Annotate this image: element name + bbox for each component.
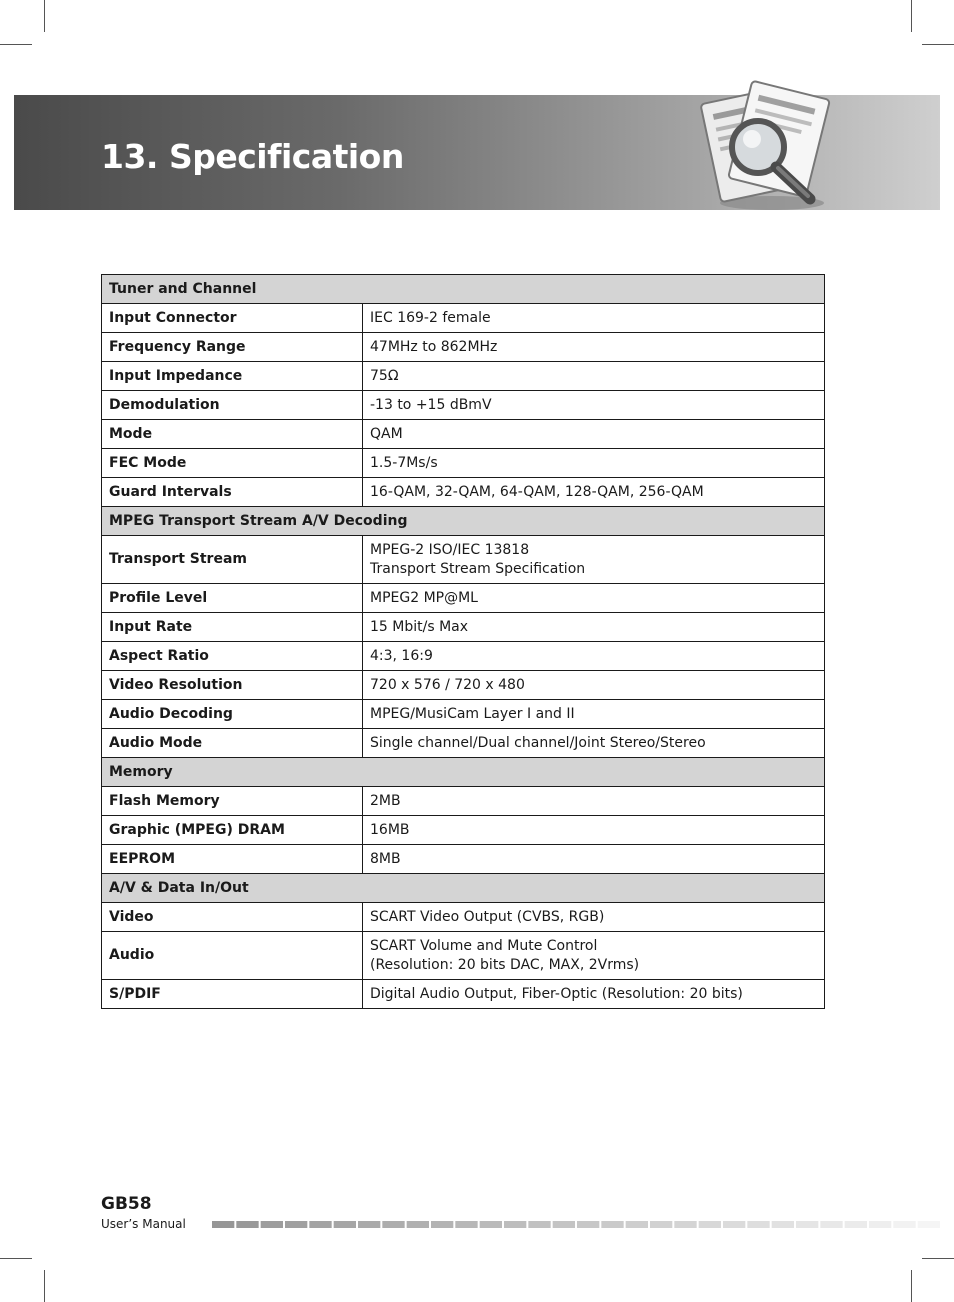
specification-table [101, 274, 825, 1009]
crop-mark [0, 44, 32, 45]
spec-value-line: QAM [370, 425, 403, 442]
spec-value [363, 478, 825, 507]
footer-bar-segment [577, 1221, 599, 1228]
spec-label: FEC Mode [102, 449, 363, 478]
spec-value-line: (Resolution: 20 bits DAC, MAX, 2Vrms) [370, 956, 640, 973]
footer-bar-segment [796, 1221, 818, 1228]
spec-value [363, 980, 825, 1009]
spec-label: Profile Level [102, 584, 363, 613]
crop-mark [44, 0, 45, 32]
spec-value [363, 391, 825, 420]
table-row [102, 333, 825, 362]
spec-label: Frequency Range [102, 333, 363, 362]
spec-value-line: Transport Stream Specification [370, 560, 586, 577]
spec-value [363, 787, 825, 816]
footer-bar-segment [236, 1221, 258, 1228]
footer-bar-segment [674, 1221, 696, 1228]
spec-value-line: IEC 169-2 female [370, 309, 491, 326]
spec-value-line: -13 to +15 dBmV [370, 396, 492, 413]
spec-label: Mode [102, 420, 363, 449]
spec-value [363, 932, 825, 980]
spec-value-line: Digital Audio Output, Fiber-Optic (Resolution: 20 bits) [370, 985, 743, 1002]
spec-value-line: 15 Mbit/s Max [370, 618, 469, 635]
crop-mark [44, 1270, 45, 1302]
spec-value-line: 16-QAM, 32-QAM, 64-QAM, 128-QAM, 256-QAM [370, 483, 704, 500]
spec-value [363, 613, 825, 642]
spec-value [363, 671, 825, 700]
footer-bar-segment [334, 1221, 356, 1228]
spec-value [363, 333, 825, 362]
spec-value-line: Single channel/Dual channel/Joint Stereo/Stereo [370, 734, 706, 751]
spec-value-line: MPEG2 MP@ML [370, 589, 478, 606]
table-row [102, 671, 825, 700]
spec-value-line: MPEG/MusiCam Layer I and II [370, 705, 575, 722]
spec-value [363, 420, 825, 449]
section-header-row [102, 758, 825, 787]
spec-label: Transport Stream [102, 536, 363, 584]
table-row [102, 584, 825, 613]
footer-bar-segment [261, 1221, 283, 1228]
footer-bar-segment [407, 1221, 429, 1228]
table-row [102, 816, 825, 845]
spec-value-line: SCART Video Output (CVBS, RGB) [370, 908, 605, 925]
section-header-row [102, 507, 825, 536]
spec-label: Audio Decoding [102, 700, 363, 729]
footer-bar-segment [431, 1221, 453, 1228]
spec-value [363, 584, 825, 613]
spec-value [363, 903, 825, 932]
spec-label: Demodulation [102, 391, 363, 420]
section-title: MPEG Transport Stream A/V Decoding [102, 507, 825, 536]
spec-value-line: 8MB [370, 850, 401, 867]
spec-label: Input Connector [102, 304, 363, 333]
table-row [102, 478, 825, 507]
footer-bar-segment [504, 1221, 526, 1228]
footer-bar-segment [893, 1221, 915, 1228]
crop-mark [911, 1270, 912, 1302]
footer-bar-segment [382, 1221, 404, 1228]
spec-label: Guard Intervals [102, 478, 363, 507]
spec-value-line: 47MHz to 862MHz [370, 338, 498, 355]
table-row [102, 420, 825, 449]
spec-value-line: 75Ω [370, 367, 399, 384]
footer-bar-segment [845, 1221, 867, 1228]
footer-bar-segment [285, 1221, 307, 1228]
spec-value [363, 536, 825, 584]
table-row [102, 845, 825, 874]
spec-label: Aspect Ratio [102, 642, 363, 671]
spec-label: Flash Memory [102, 787, 363, 816]
table-row [102, 903, 825, 932]
spec-value-line: SCART Volume and Mute Control [370, 937, 598, 954]
footer-bar-segment [626, 1221, 648, 1228]
spec-label: S/PDIF [102, 980, 363, 1009]
footer-bar-segment [309, 1221, 331, 1228]
spec-value-line: 720 x 576 / 720 x 480 [370, 676, 525, 693]
footer-bar-segment [772, 1221, 794, 1228]
spec-value [363, 729, 825, 758]
footer-bar-segment [553, 1221, 575, 1228]
spec-value [363, 816, 825, 845]
spec-label: Video Resolution [102, 671, 363, 700]
table-row [102, 700, 825, 729]
footer-bar-segment [455, 1221, 477, 1228]
spec-label: Audio [102, 932, 363, 980]
table-row [102, 932, 825, 980]
spec-value [363, 642, 825, 671]
spec-value-line: 4:3, 16:9 [370, 647, 433, 664]
footer-bar-segment [528, 1221, 550, 1228]
table-row [102, 304, 825, 333]
crop-mark [0, 1258, 32, 1259]
footer-bar-segment [918, 1221, 940, 1228]
page-title: 13. Specification [101, 137, 404, 176]
footer-bar-segment [699, 1221, 721, 1228]
spec-label: EEPROM [102, 845, 363, 874]
footer-bar-segment [820, 1221, 842, 1228]
crop-mark [922, 1258, 954, 1259]
table-row [102, 362, 825, 391]
footer-bar-segment [723, 1221, 745, 1228]
section-header-row [102, 275, 825, 304]
section-header-row [102, 874, 825, 903]
footer-bar-segment [869, 1221, 891, 1228]
spec-label: Video [102, 903, 363, 932]
spec-value [363, 700, 825, 729]
table-row [102, 613, 825, 642]
table-row [102, 980, 825, 1009]
footer-bar-segment [358, 1221, 380, 1228]
spec-label: Graphic (MPEG) DRAM [102, 816, 363, 845]
crop-mark [911, 0, 912, 32]
footer-subtitle: User’s Manual [101, 1217, 186, 1231]
footer-model: GB58 [101, 1194, 152, 1214]
table-row [102, 536, 825, 584]
table-row [102, 729, 825, 758]
spec-label: Audio Mode [102, 729, 363, 758]
footer-bar-segment [212, 1221, 234, 1228]
spec-value-line: MPEG-2 ISO/IEC 13818 [370, 541, 530, 558]
crop-mark [922, 44, 954, 45]
spec-value [363, 362, 825, 391]
table-row [102, 787, 825, 816]
spec-value [363, 449, 825, 478]
footer-decorative-bar [212, 1221, 940, 1228]
section-title: Tuner and Channel [102, 275, 825, 304]
section-title: A/V & Data In/Out [102, 874, 825, 903]
spec-label: Input Rate [102, 613, 363, 642]
footer-bar-segment [747, 1221, 769, 1228]
footer-bar-segment [480, 1221, 502, 1228]
table-row [102, 449, 825, 478]
spec-value [363, 845, 825, 874]
spec-value-line: 1.5-7Ms/s [370, 454, 438, 471]
spec-value-line: 16MB [370, 821, 410, 838]
footer-bar-segment [601, 1221, 623, 1228]
footer-bar-segment [650, 1221, 672, 1228]
table-row [102, 391, 825, 420]
spec-value [363, 304, 825, 333]
table-row [102, 642, 825, 671]
spec-label: Input Impedance [102, 362, 363, 391]
document-magnifier-icon [680, 75, 840, 215]
spec-value-line: 2MB [370, 792, 401, 809]
section-title: Memory [102, 758, 825, 787]
